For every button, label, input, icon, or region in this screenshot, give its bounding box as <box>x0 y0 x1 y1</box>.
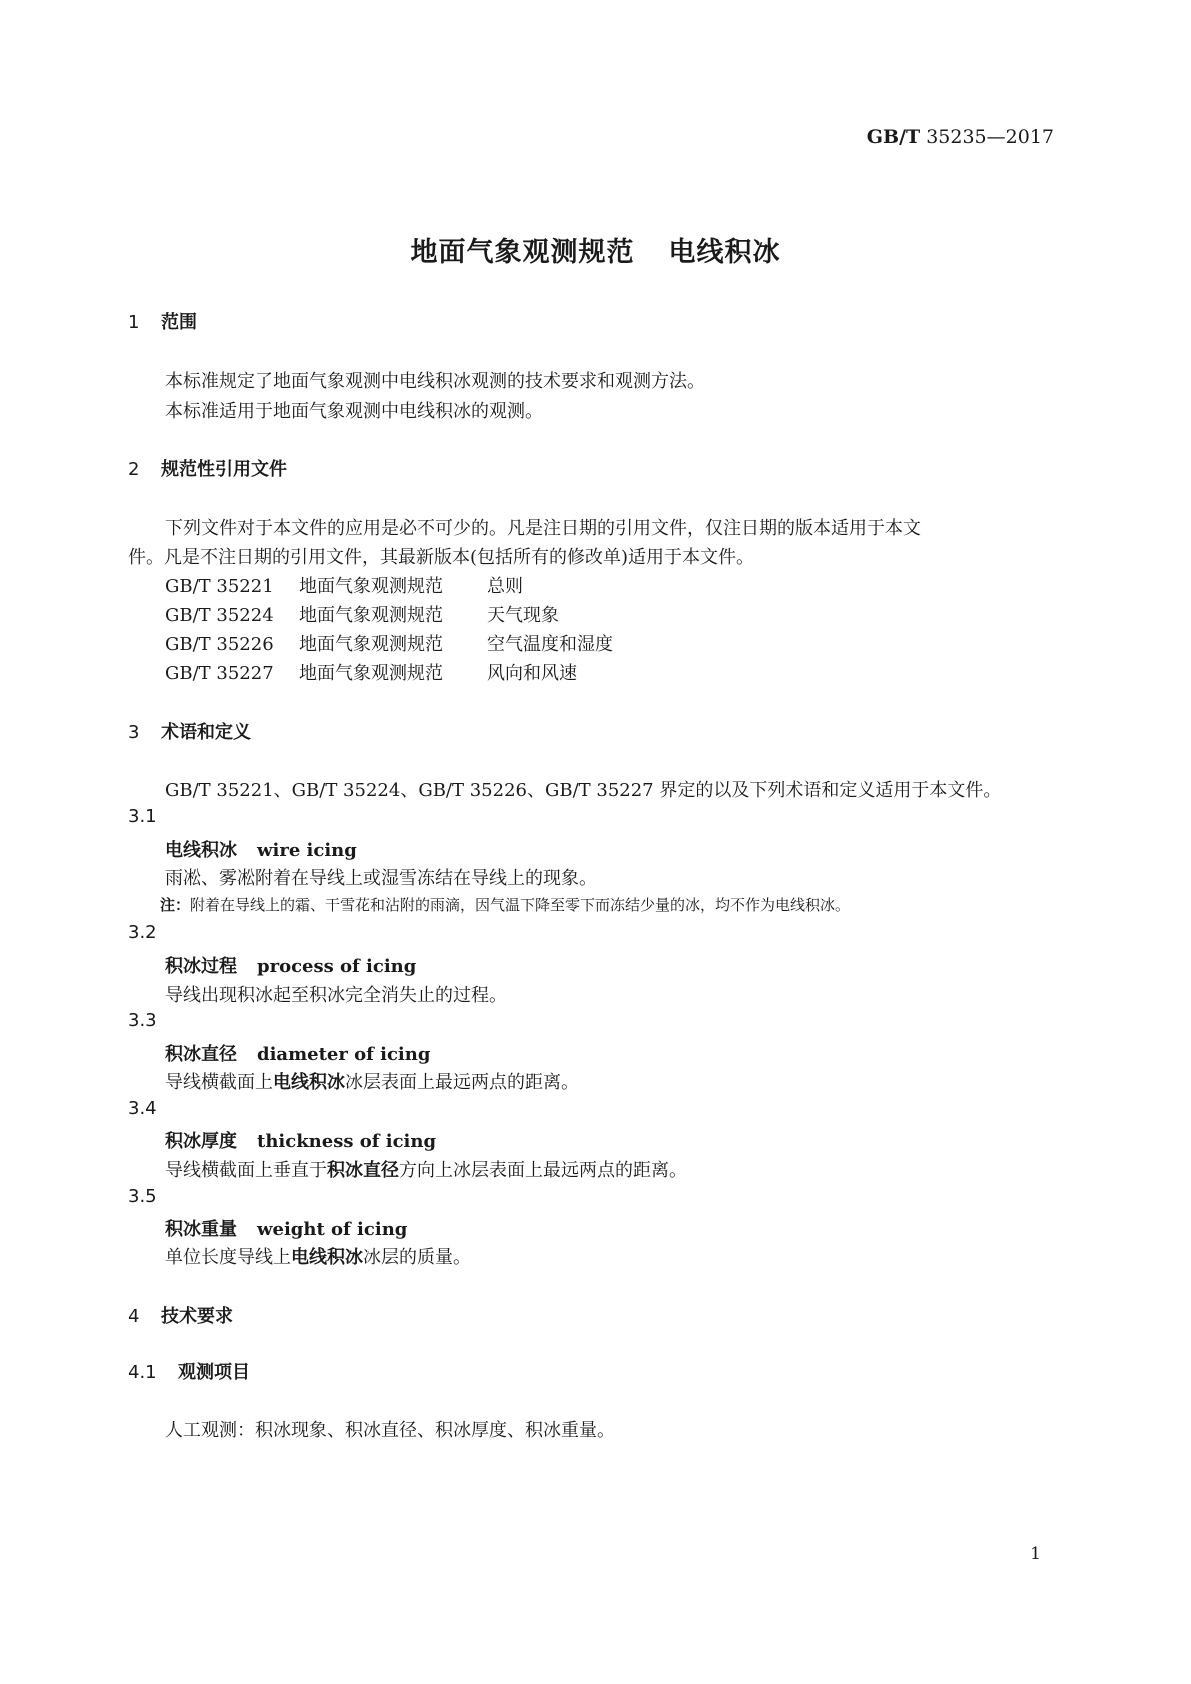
section-title: 术语和定义 <box>161 722 251 743</box>
term-heading <box>165 836 357 862</box>
section-number: 3 <box>128 722 140 743</box>
reference-item <box>165 659 577 685</box>
subsection-4-1-heading <box>128 1358 250 1384</box>
term-number: 3.3 <box>128 1010 157 1031</box>
section-number: 4 <box>128 1306 140 1327</box>
standard-code <box>867 126 1054 148</box>
reference-subject: 天气现象 <box>487 605 559 626</box>
term-reference: 电线积冰 <box>291 1247 363 1268</box>
reference-subject: 总则 <box>487 576 523 597</box>
term-number: 3.2 <box>128 922 157 943</box>
reference-name: 地面气象观测规范 <box>299 663 443 684</box>
section-4-heading <box>128 1302 233 1328</box>
document-title <box>0 230 1191 269</box>
term-zh: 电线积冰 <box>165 840 237 861</box>
reference-code: GB/T 35226 <box>165 634 274 655</box>
reference-item <box>165 572 523 598</box>
title-part1: 地面气象观测规范 <box>410 237 635 268</box>
term-definition <box>165 1243 471 1269</box>
definition-text: 冰层的质量。 <box>363 1247 471 1268</box>
term-heading <box>165 1040 430 1066</box>
term-note <box>160 894 850 915</box>
note-label: 注： <box>160 896 191 914</box>
term-definition <box>165 1156 687 1182</box>
section-2-heading <box>128 455 287 481</box>
s4-1-paragraph: 人工观测：积冰现象、积冰直径、积冰厚度、积冰重量。 <box>165 1420 615 1441</box>
reference-code: GB/T 35227 <box>165 663 274 684</box>
subsection-number: 4.1 <box>128 1362 157 1383</box>
definition-text: 导线横截面上 <box>165 1072 273 1093</box>
definition-text: 单位长度导线上 <box>165 1247 291 1268</box>
reference-name: 地面气象观测规范 <box>299 634 443 655</box>
term-number: 3.4 <box>128 1098 157 1119</box>
term-en: process of icing <box>257 956 417 977</box>
reference-code: GB/T 35221 <box>165 576 274 597</box>
section-3-heading <box>128 718 251 744</box>
reference-name: 地面气象观测规范 <box>299 605 443 626</box>
reference-name: 地面气象观测规范 <box>299 576 443 597</box>
term-number: 3.5 <box>128 1186 157 1207</box>
subsection-title: 观测项目 <box>178 1362 250 1383</box>
term-definition: 雨凇、雾凇附着在导线上或湿雪冻结在导线上的现象。 <box>165 868 597 889</box>
section-1-heading <box>128 308 197 334</box>
term-zh: 积冰重量 <box>165 1219 237 1240</box>
term-en: wire icing <box>257 840 357 861</box>
standard-number: 35235—2017 <box>926 126 1054 148</box>
section-number: 1 <box>128 312 140 333</box>
term-heading <box>165 1127 436 1153</box>
term-zh: 积冰厚度 <box>165 1131 237 1152</box>
s1-paragraph-1: 本标准规定了地面气象观测中电线积冰观测的技术要求和观测方法。 <box>165 371 705 392</box>
definition-text: 冰层表面上最远两点的距离。 <box>345 1072 579 1093</box>
term-heading <box>165 1215 407 1241</box>
section-title: 范围 <box>161 312 197 333</box>
term-en: weight of icing <box>257 1219 408 1240</box>
reference-item <box>165 630 613 656</box>
note-text: 附着在导线上的霜、干雪花和沾附的雨滴，因气温下降至零下而冻结少量的冰，均不作为电线积冰。 <box>190 896 851 914</box>
definition-text: 方向上冰层表面上最远两点的距离。 <box>399 1160 687 1181</box>
term-en: diameter of icing <box>257 1044 431 1065</box>
section-title: 规范性引用文件 <box>161 459 287 480</box>
s2-paragraph-line-1: 下列文件对于本文件的应用是必不可少的。凡是注日期的引用文件，仅注日期的版本适用于本文 <box>165 518 921 539</box>
term-definition: 导线出现积冰起至积冰完全消失止的过程。 <box>165 985 507 1006</box>
term-number: 3.1 <box>128 806 157 827</box>
s3-intro: GB/T 35221、GB/T 35224、GB/T 35226、GB/T 35227 界定的以及下列术语和定义适用于本文件。 <box>165 780 1002 801</box>
reference-code: GB/T 35224 <box>165 605 274 626</box>
definition-text: 导线横截面上垂直于 <box>165 1160 327 1181</box>
reference-subject: 风向和风速 <box>487 663 577 684</box>
s1-paragraph-2: 本标准适用于地面气象观测中电线积冰的观测。 <box>165 401 543 422</box>
reference-subject: 空气温度和湿度 <box>487 634 613 655</box>
term-zh: 积冰直径 <box>165 1044 237 1065</box>
term-reference: 积冰直径 <box>327 1160 399 1181</box>
section-number: 2 <box>128 459 140 480</box>
term-definition <box>165 1068 579 1094</box>
reference-item <box>165 601 559 627</box>
term-en: thickness of icing <box>257 1131 437 1152</box>
standard-prefix: GB/T <box>866 126 921 148</box>
term-heading <box>165 952 416 978</box>
term-zh: 积冰过程 <box>165 956 237 977</box>
title-part2: 电线积冰 <box>668 237 781 268</box>
term-reference: 电线积冰 <box>273 1072 345 1093</box>
section-title: 技术要求 <box>161 1306 233 1327</box>
page-number: 1 <box>1030 1544 1041 1564</box>
s2-paragraph-line-2: 件。凡是不注日期的引用文件，其最新版本(包括所有的修改单)适用于本文件。 <box>128 547 755 568</box>
